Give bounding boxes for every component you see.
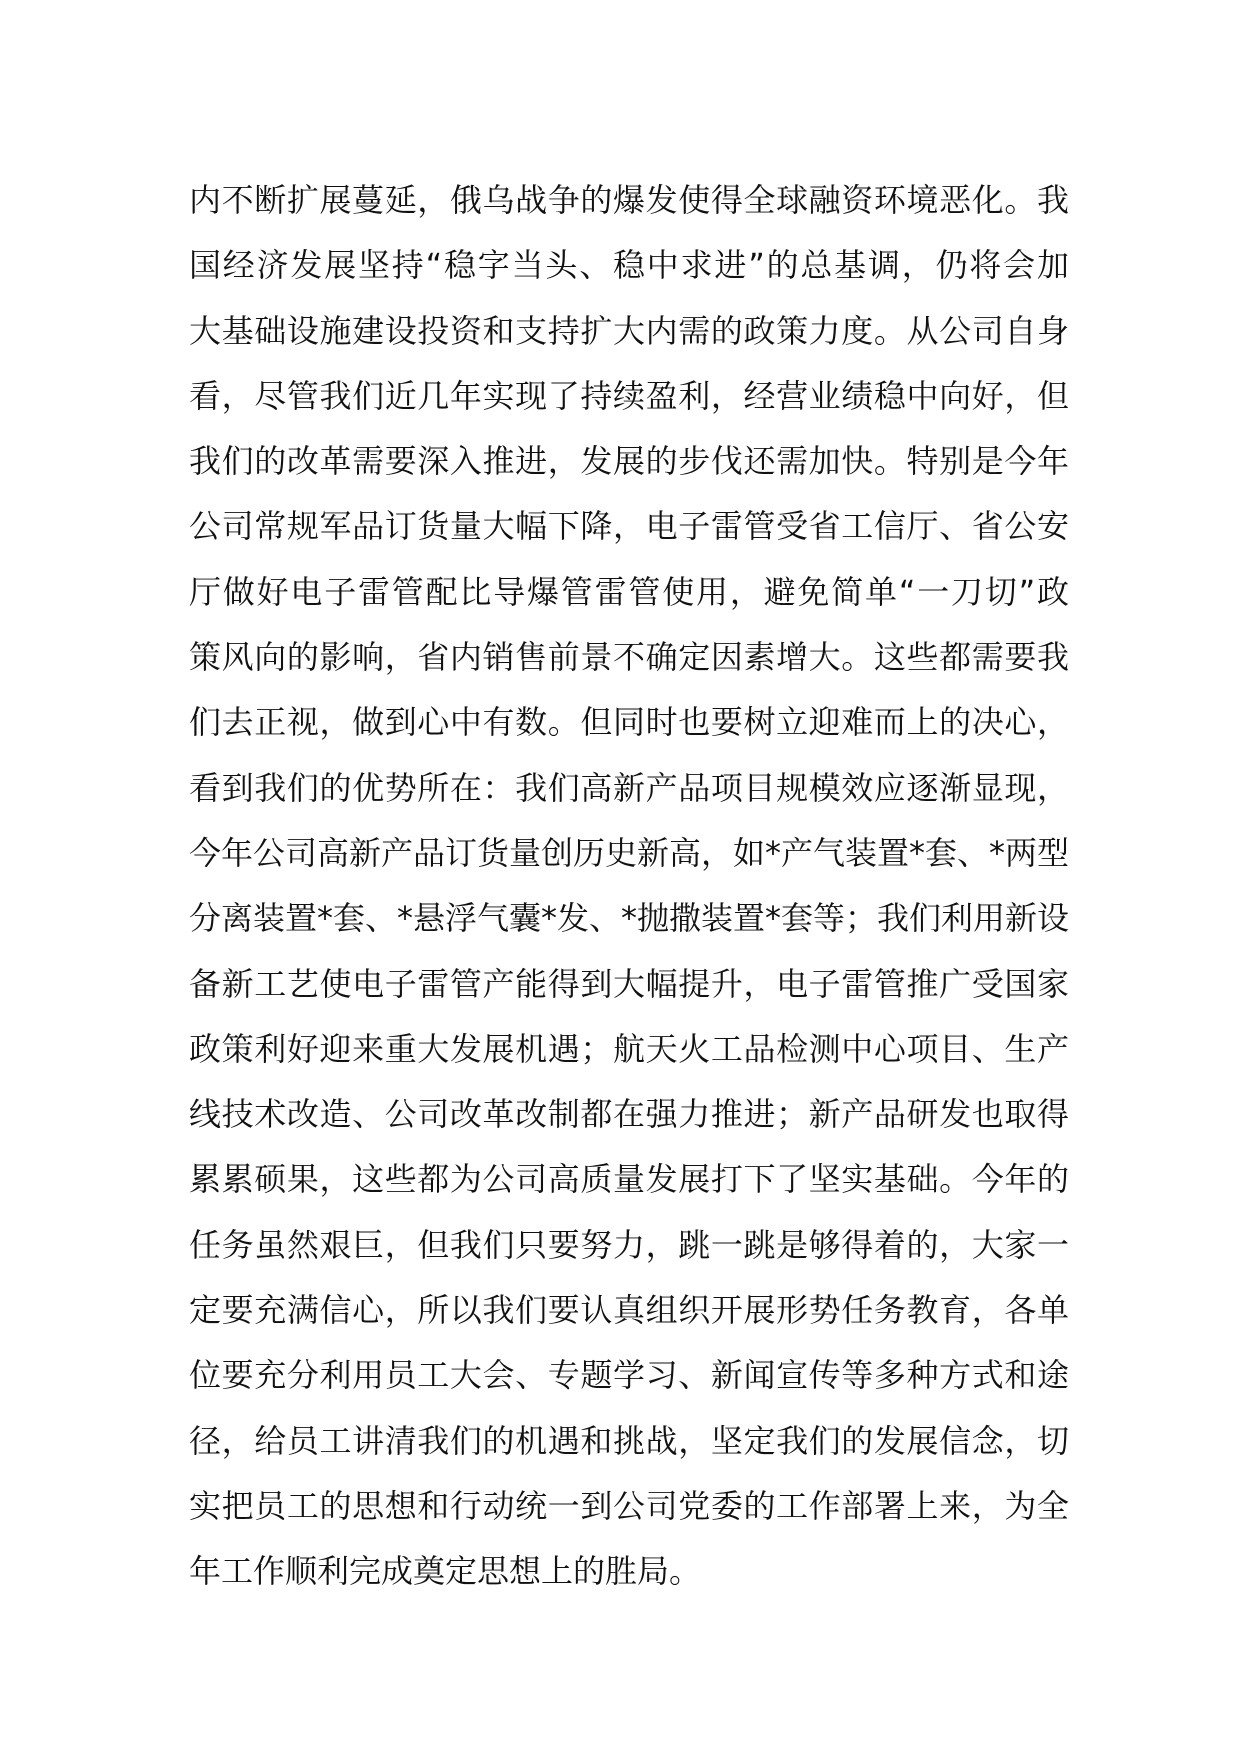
text-line: 我们的改革需要深入推进，发展的步伐还需加快。特别是今年 — [189, 442, 1069, 481]
text-line: 分离装置*套、*悬浮气囊*发、*抛撒装置*套等；我们利用新设 — [189, 899, 1070, 938]
text-line: 任务虽然艰巨，但我们只要努力，跳一跳是够得着的，大家一 — [189, 1225, 1069, 1264]
text-line: 位要充分利用员工大会、专题学习、新闻宣传等多种方式和途 — [189, 1356, 1069, 1395]
text-line: 们去正视，做到心中有数。但同时也要树立迎难而上的决心， — [189, 703, 1069, 742]
text-line: 实把员工的思想和行动统一到公司党委的工作部署上来，为全 — [189, 1486, 1069, 1525]
text-line: 今年公司高新产品订货量创历史新高，如*产气装置*套、*两型 — [189, 833, 1070, 872]
text-line: 大基础设施建设投资和支持扩大内需的政策力度。从公司自身 — [189, 311, 1069, 350]
text-line: 政策利好迎来重大发展机遇；航天火工品检测中心项目、生产 — [189, 1029, 1069, 1068]
text-line: 累累硕果，这些都为公司高质量发展打下了坚实基础。今年的 — [189, 1160, 1069, 1199]
text-line: 策风向的影响，省内销售前景不确定因素增大。这些都需要我 — [189, 638, 1069, 677]
text-line: 年工作顺利完成奠定思想上的胜局。 — [189, 1552, 702, 1591]
text-line: 线技术改造、公司改革改制都在强力推进；新产品研发也取得 — [189, 1095, 1069, 1134]
text-line: 看，尽管我们近几年实现了持续盈利，经营业绩稳中向好，但 — [189, 376, 1069, 415]
body-paragraph — [189, 168, 1069, 1605]
text-line: 备新工艺使电子雷管产能得到大幅提升，电子雷管推广受国家 — [189, 964, 1069, 1003]
text-line: 国经济发展坚持“稳字当头、稳中求进”的总基调，仍将会加 — [189, 246, 1069, 285]
text-line: 看到我们的优势所在：我们高新产品项目规模效应逐渐显现， — [189, 768, 1069, 807]
text-line: 厅做好电子雷管配比导爆管雷管使用，避免简单“一刀切”政 — [189, 572, 1069, 611]
text-line: 内不断扩展蔓延，俄乌战争的爆发使得全球融资环境恶化。我 — [189, 181, 1069, 219]
text-line: 公司常规军品订货量大幅下降，电子雷管受省工信厅、省公安 — [189, 507, 1069, 546]
text-line: 径，给员工讲清我们的机遇和挑战，坚定我们的发展信念，切 — [189, 1421, 1069, 1460]
text-line: 定要充满信心，所以我们要认真组织开展形势任务教育，各单 — [189, 1291, 1069, 1330]
